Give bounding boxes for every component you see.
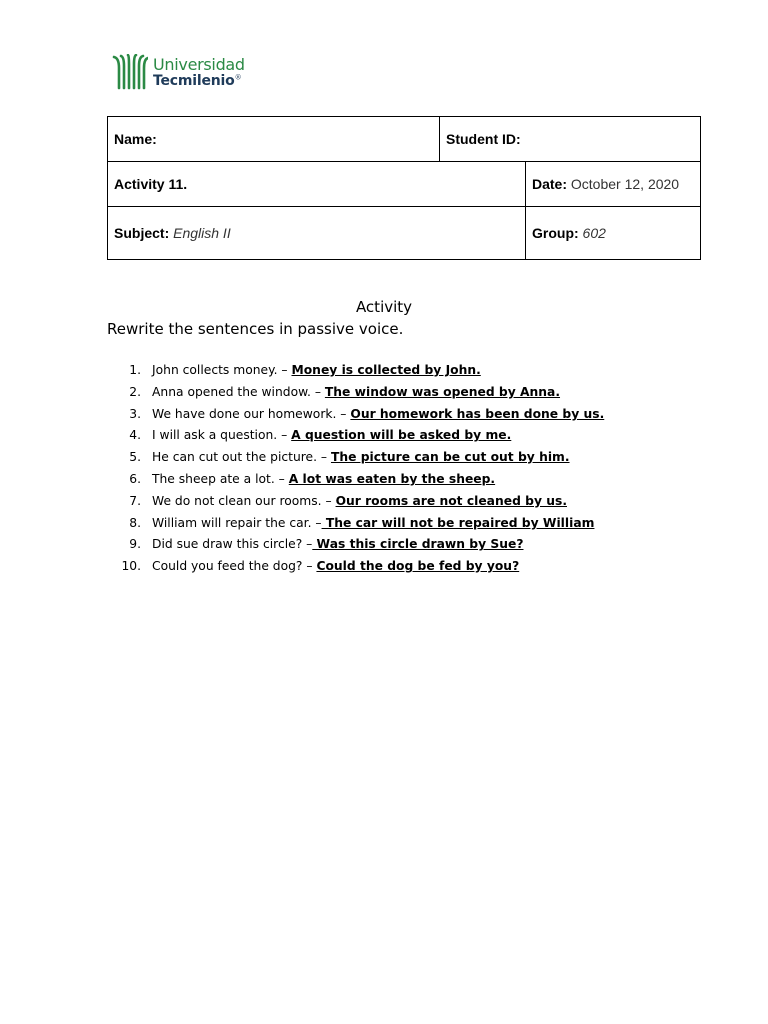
- tecmilenio-arch-logo-icon: [112, 54, 148, 90]
- date-value: October 12, 2020: [570, 176, 680, 192]
- list-item: [107, 513, 604, 535]
- subject-label: Subject:: [114, 225, 170, 241]
- item-number: 7.: [129, 493, 141, 508]
- activity-heading: Activity: [355, 298, 413, 316]
- group-value: 602: [582, 225, 606, 241]
- item-answer: The car will not be repaired by William: [321, 515, 595, 530]
- item-number: 9.: [129, 537, 141, 552]
- date-cell: [526, 162, 701, 207]
- student-id-cell: [440, 117, 701, 162]
- item-sentence: Did sue draw this circle? –: [152, 537, 313, 552]
- student-info-table: [107, 116, 701, 260]
- list-item: [107, 360, 604, 382]
- item-number: 3.: [129, 406, 141, 421]
- item-sentence: Anna opened the window. –: [152, 384, 325, 399]
- student-id-label: Student ID:: [446, 131, 521, 147]
- item-answer: The picture can be cut out by him.: [330, 450, 570, 465]
- item-sentence: John collects money. –: [152, 363, 292, 377]
- item-answer: Our homework has been done by us.: [350, 406, 605, 421]
- item-sentence: The sheep ate a lot. –: [152, 471, 289, 486]
- item-answer: A question will be asked by me.: [291, 428, 512, 443]
- university-logo: [112, 54, 245, 90]
- item-answer: A lot was eaten by the sheep.: [288, 471, 496, 486]
- item-answer: The window was opened by Anna.: [324, 384, 561, 399]
- list-item: [107, 534, 604, 556]
- list-item: [107, 491, 604, 513]
- list-item: [107, 404, 604, 426]
- list-item: [107, 425, 604, 447]
- item-number: 4.: [129, 428, 141, 443]
- activity-label: Activity 11.: [114, 176, 188, 192]
- name-cell: [108, 117, 440, 162]
- item-number: 6.: [129, 471, 141, 486]
- item-number: 2.: [129, 384, 141, 399]
- subject-value: English II: [173, 225, 231, 241]
- list-item: [107, 556, 604, 578]
- item-sentence: William will repair the car. –: [152, 515, 322, 530]
- item-number: 8.: [129, 515, 141, 530]
- list-item: [107, 447, 604, 469]
- item-answer: Could the dog be fed by you?: [316, 559, 520, 574]
- item-answer: Was this circle drawn by Sue?: [312, 537, 524, 552]
- item-number: 5.: [129, 450, 141, 465]
- sentence-list: [107, 360, 604, 578]
- name-label: Name:: [114, 131, 157, 147]
- item-sentence: I will ask a question. –: [152, 428, 292, 443]
- item-number: 1.: [129, 363, 141, 377]
- activity-cell: [108, 162, 526, 207]
- group-cell: [526, 207, 701, 260]
- item-sentence: We have done our homework. –: [152, 406, 351, 421]
- group-label: Group:: [532, 225, 579, 241]
- item-sentence: He can cut out the picture. –: [152, 450, 331, 465]
- list-item: [107, 469, 604, 491]
- item-sentence: Could you feed the dog? –: [152, 559, 317, 574]
- subject-cell: [108, 207, 526, 260]
- logo-universidad-text: Universidad: [153, 54, 245, 74]
- item-answer: Our rooms are not cleaned by us.: [335, 493, 567, 508]
- instructions-text: Rewrite the sentences in passive voice.: [107, 320, 404, 338]
- list-item: [107, 382, 604, 404]
- item-sentence: We do not clean our rooms. –: [152, 493, 336, 508]
- date-label: Date:: [532, 176, 568, 192]
- item-answer: Money is collected by John.: [291, 363, 481, 377]
- logo-tecmilenio-text: Tecmilenio®: [153, 72, 242, 89]
- item-number: 10.: [121, 559, 141, 574]
